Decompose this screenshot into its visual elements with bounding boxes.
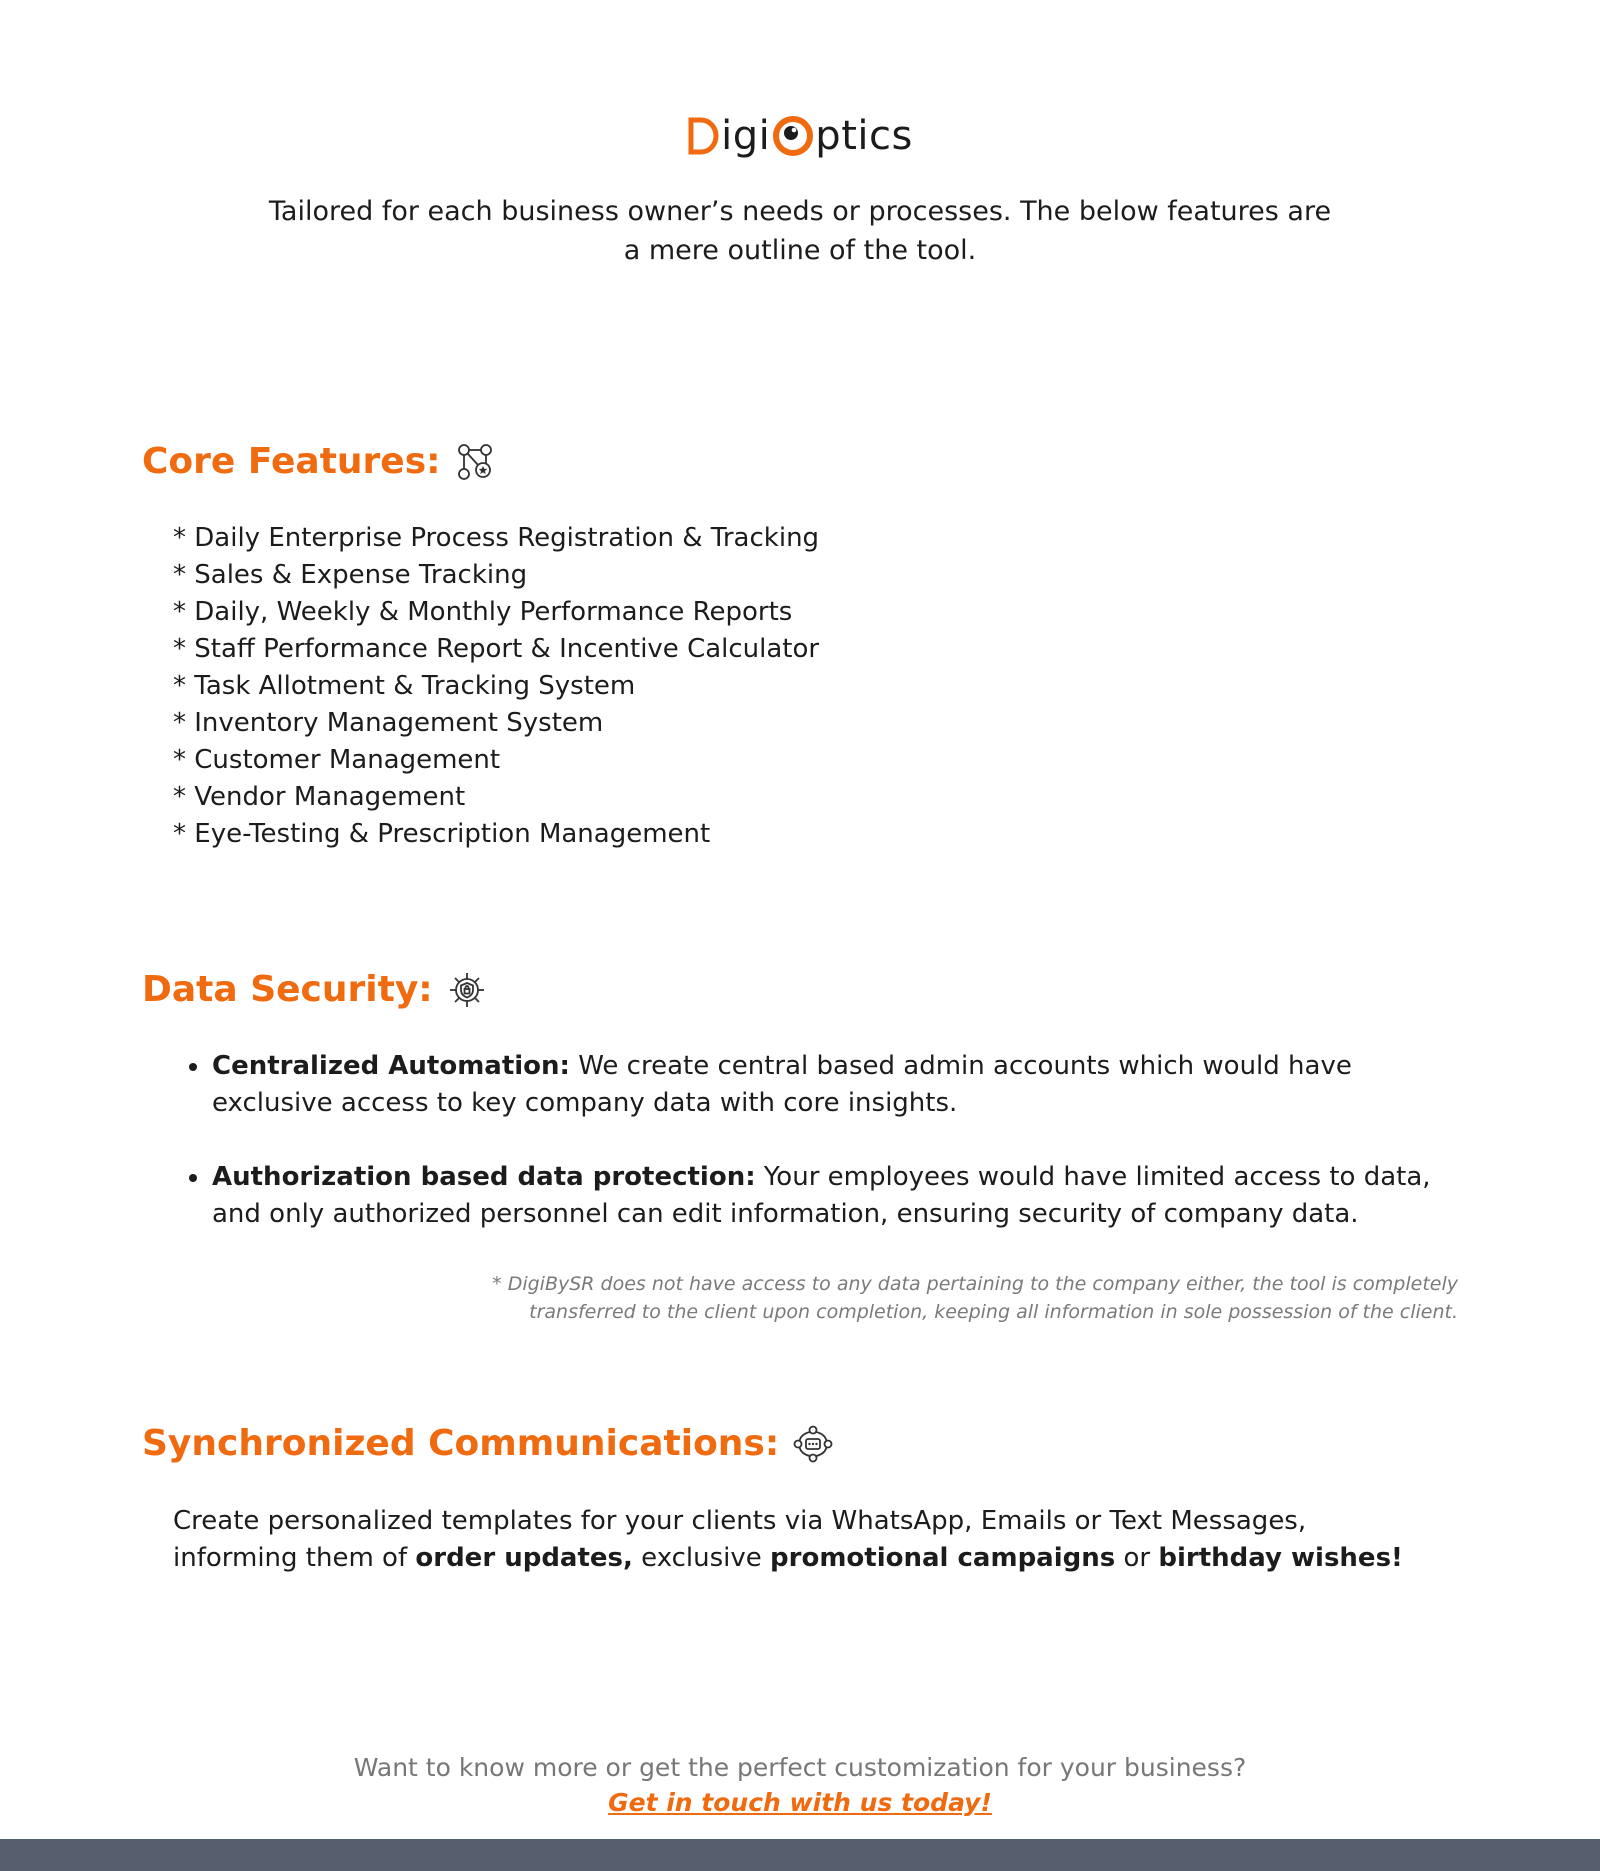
list-item-text: Your employees would have limited access to data, and only authorized personnel can edit information, ensuring security of company data. [212, 1162, 1431, 1229]
tagline [250, 192, 1350, 270]
shield-lock-icon [447, 970, 487, 1010]
sync-highlight: order updates, [415, 1543, 633, 1573]
sync-communications-heading [142, 1420, 833, 1468]
tagline-line: Tailored for each business owner’s needs or processes. The below features are [268, 196, 1332, 227]
eye-logo-icon [772, 115, 814, 157]
core-features-title: Core Features: [142, 441, 441, 482]
list-item-text: We create central based admin accounts which would have exclusive access to key company data with core insights. [212, 1051, 1352, 1118]
logo-text-first: igi [721, 113, 771, 159]
sync-line: Create personalized templates for your clients via WhatsApp, Emails or Text Messages, [173, 1506, 1307, 1536]
disclaimer-line: transferred to the client upon completion, keeping all information in sole possession of the client. [529, 1301, 1458, 1323]
core-features-heading [142, 438, 495, 486]
list-item-title: Centralized Automation: [212, 1051, 570, 1081]
list-item: * Sales & Expense Tracking [173, 560, 528, 590]
brand-logo [0, 108, 1600, 164]
sync-communications-title: Synchronized Communications: [142, 1423, 780, 1464]
list-item-title: Authorization based data protection: [212, 1162, 756, 1192]
disclaimer-line: * DigiBySR does not have access to any data pertaining to the company either, the tool is completely [492, 1273, 1458, 1295]
sync-text-fragment: exclusive [632, 1543, 771, 1573]
cta-question: Want to know more or get the perfect customization for your business? [353, 1753, 1247, 1782]
call-to-action [0, 1750, 1600, 1820]
logo-text-second: ptics [815, 113, 913, 159]
list-item: * Inventory Management System [173, 708, 604, 738]
network-icon [793, 1424, 833, 1464]
list-item: * Task Allotment & Tracking System [173, 671, 636, 701]
contact-link[interactable]: Get in touch with us today! [608, 1788, 992, 1817]
tagline-line: a mere outline of the tool. [623, 235, 977, 266]
list-item: * Daily, Weekly & Monthly Performance Reports [173, 597, 793, 627]
security-disclaimer [358, 1270, 1458, 1326]
sync-text-fragment: or [1115, 1543, 1159, 1573]
core-features-list [173, 520, 819, 853]
list-item: * Customer Management [173, 745, 501, 775]
footer-bar [0, 1839, 1600, 1871]
sync-highlight: birthday wishes! [1158, 1543, 1403, 1573]
workflow-icon [455, 442, 495, 482]
sync-highlight: promotional campaigns [770, 1543, 1116, 1573]
list-item [212, 1159, 1472, 1233]
sync-text-fragment: informing them of [173, 1543, 416, 1573]
list-item: * Daily Enterprise Process Registration & Tracking [173, 523, 820, 553]
data-security-title: Data Security: [142, 969, 433, 1010]
data-security-list [212, 1048, 1472, 1270]
list-item [212, 1048, 1472, 1122]
sync-description [173, 1503, 1473, 1577]
data-security-heading [142, 966, 487, 1014]
list-item: * Staff Performance Report & Incentive Calculator [173, 634, 820, 664]
sync-line [173, 1540, 1473, 1577]
list-item: * Eye-Testing & Prescription Management [173, 819, 711, 849]
logo-d-glyph [687, 116, 721, 156]
list-item: * Vendor Management [173, 782, 466, 812]
